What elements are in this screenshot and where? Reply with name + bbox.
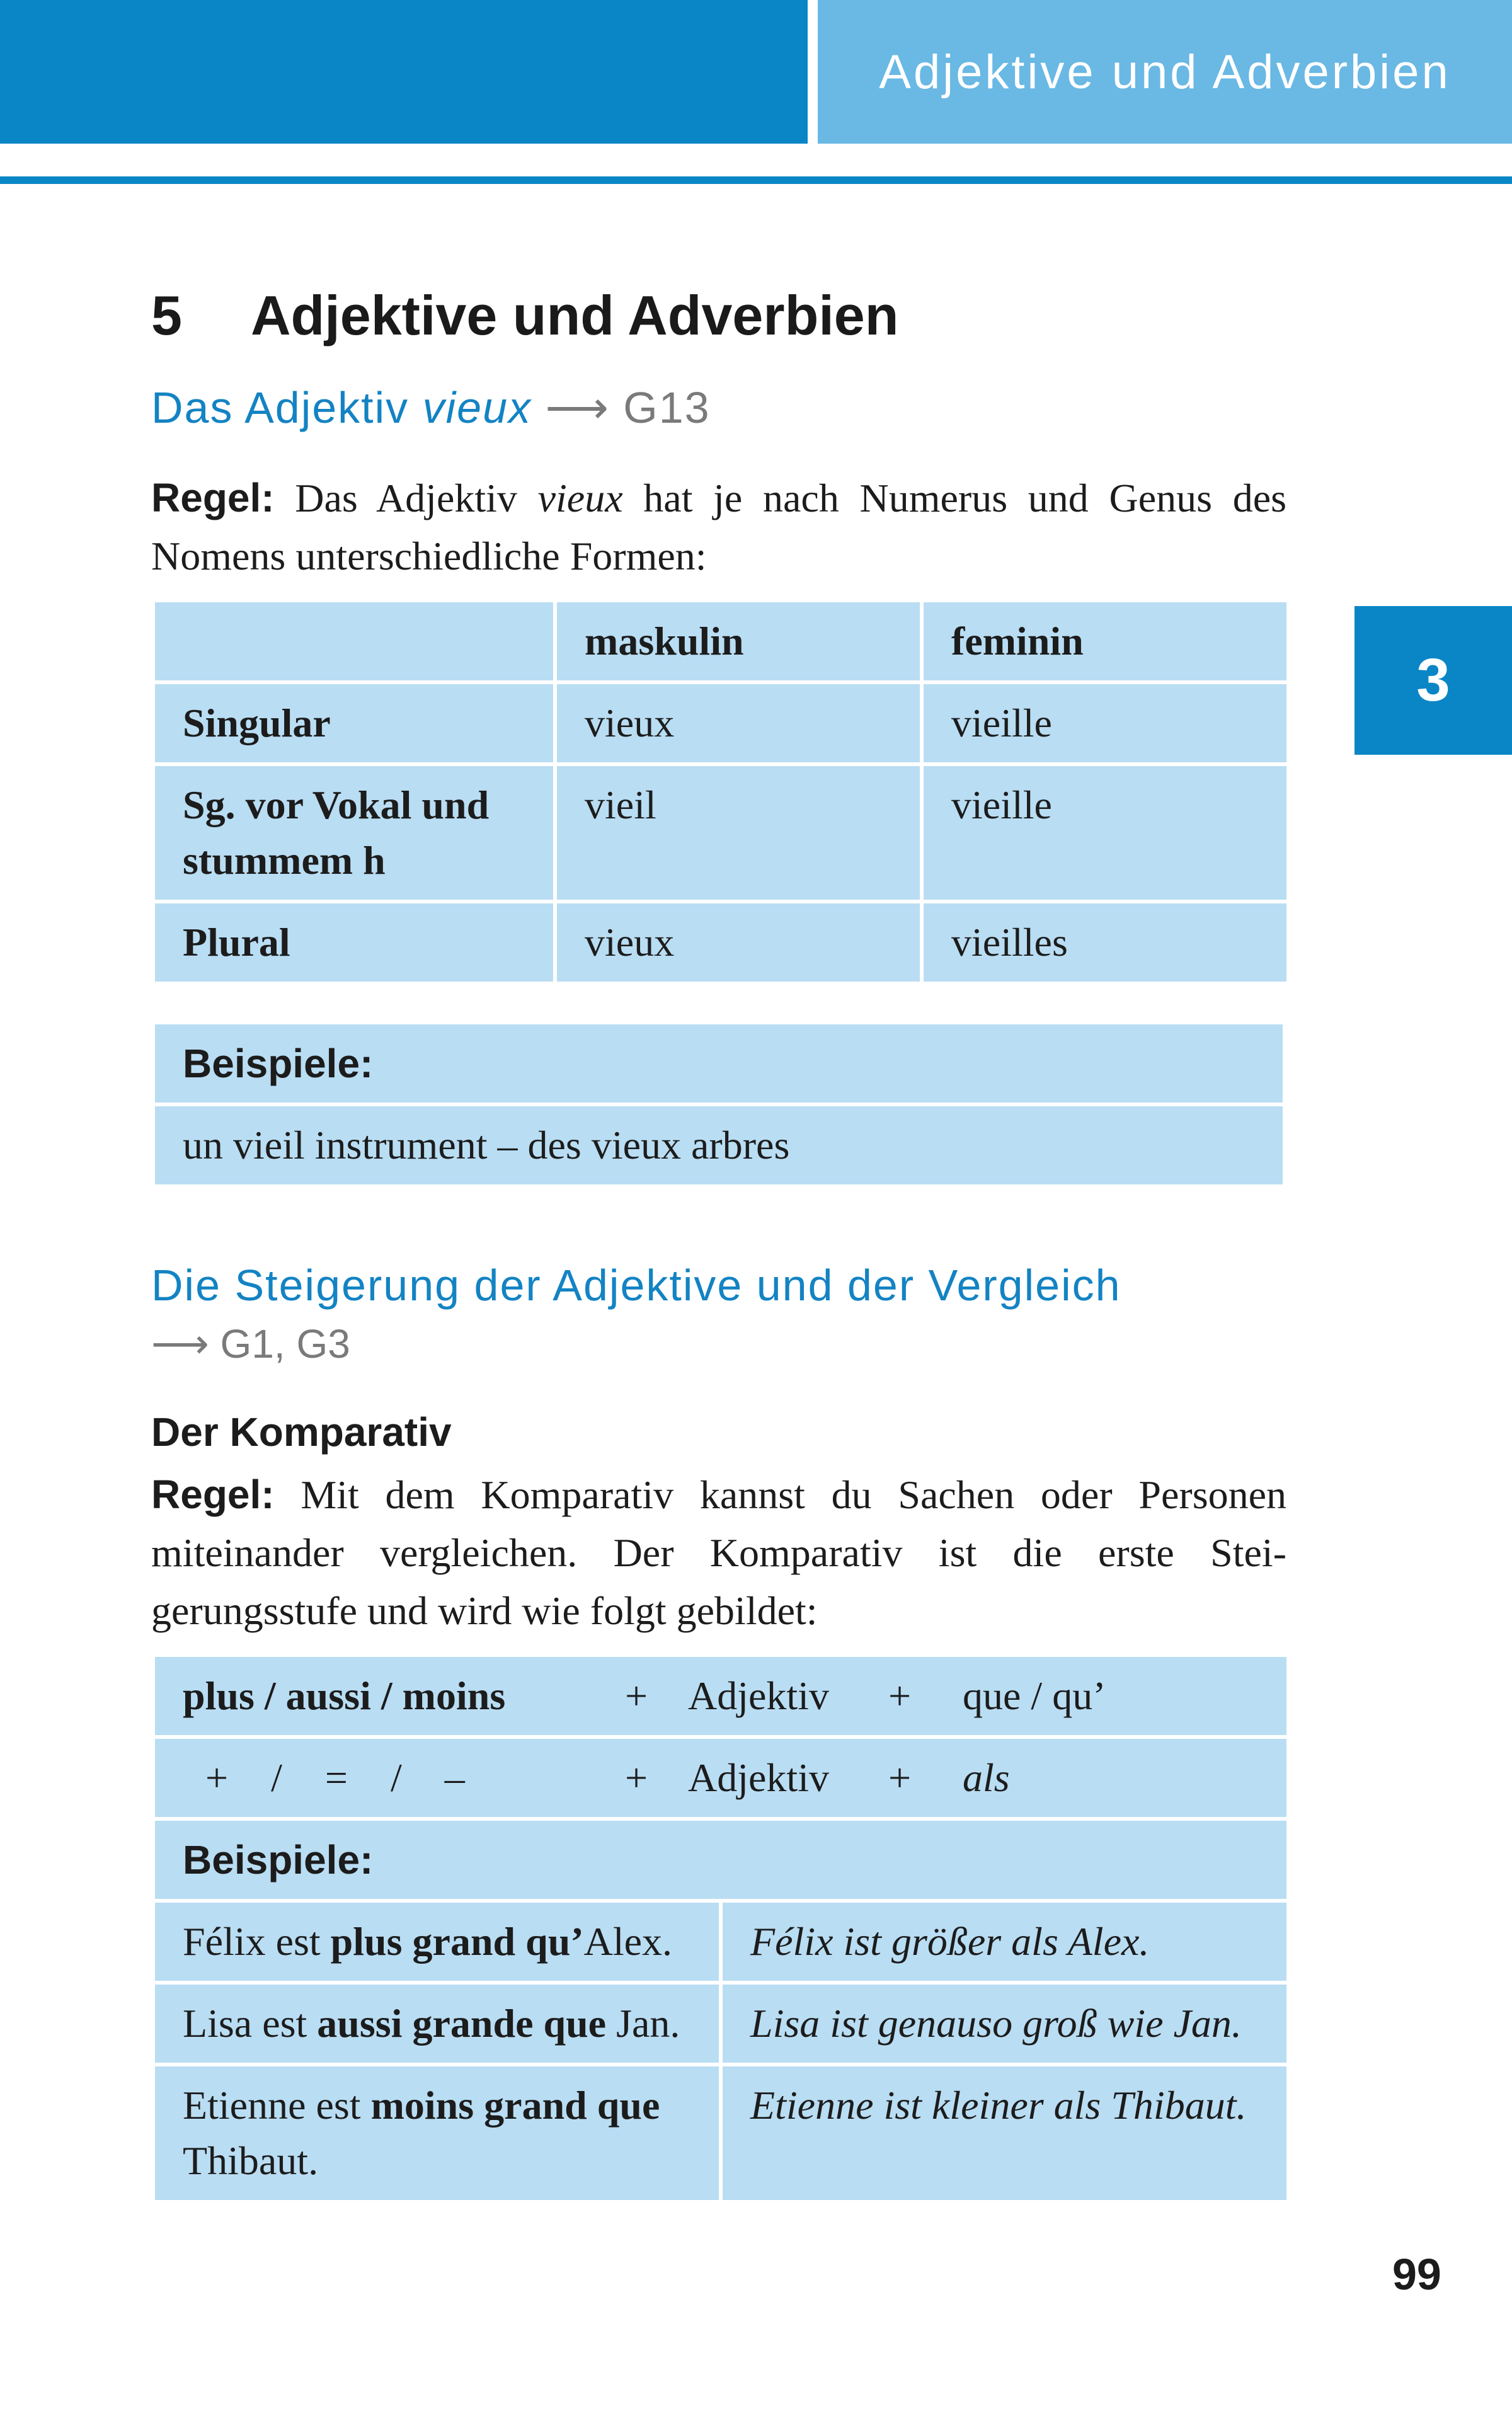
formula [183, 1750, 1259, 1806]
formula-plus: + [625, 1673, 648, 1718]
table-cell: vieil [555, 764, 922, 902]
vieux-forms-table [151, 599, 1290, 985]
example-german: Félix ist größer als Alex. [721, 1901, 1288, 1983]
formula-conjunction: als [963, 1755, 1010, 1800]
comparative-table [151, 1653, 1290, 2204]
examples-label: Beispiele: [153, 1023, 1285, 1104]
chapter-number: 5 [151, 284, 182, 347]
table-cell: vieux [555, 682, 922, 764]
example-text: un vieil instrument – des vieux arbres [153, 1104, 1285, 1186]
chapter-tab: 3 [1354, 606, 1512, 755]
table-header-row [153, 600, 1288, 682]
table-cell: vieille [922, 682, 1288, 764]
formula-row-french [153, 1655, 1288, 1737]
example-french: Etienne est moins grand que Thibaut. [153, 2065, 721, 2202]
table-cell: vieille [922, 764, 1288, 902]
formula [183, 1668, 1259, 1724]
example-row [153, 1983, 1288, 2065]
chapter-heading [151, 284, 899, 348]
table-cell: Singular [153, 682, 555, 764]
example-row [153, 1901, 1288, 1983]
formula-plus: + [888, 1755, 912, 1800]
example-row [153, 2065, 1288, 2202]
formula-plus: + [888, 1673, 912, 1718]
page-number: 99 [1392, 2250, 1441, 2299]
subheading-komparativ: Der Komparativ [151, 1409, 452, 1455]
table-cell: Plural [153, 902, 555, 983]
table-cell: Sg. vor Vokal und stummem h [153, 764, 555, 902]
formula-plus: + [625, 1755, 648, 1800]
rule-italic: vieux [537, 476, 623, 520]
table-cell: vieux [555, 902, 922, 983]
table-header-cell: maskulin [555, 600, 922, 682]
formula-adjective: Adjektiv [688, 1755, 829, 1800]
rule-text: hat je nach Numerus und Genus des Nomens unterschiedliche Formen: [151, 476, 1287, 578]
rule-paragraph [151, 469, 1286, 585]
table-header-cell: feminin [922, 600, 1288, 682]
table-cell: vieilles [922, 902, 1288, 983]
rule-paragraph [151, 1465, 1286, 1640]
table-row [153, 1104, 1285, 1186]
table-header-cell [153, 600, 555, 682]
example-german: Lisa ist genauso groß wie Jan. [721, 1983, 1288, 2065]
header-rule [0, 176, 1512, 184]
example-french: Félix est plus grand qu’Alex. [153, 1901, 721, 1983]
chapter-title: Adjektive und Adverbien [251, 284, 899, 347]
examples-box-vieux [151, 1021, 1286, 1188]
rule-text: Mit dem Komparativ kannst du Sachen oder Personen miteinander vergleichen. Der Komparativ ist die erste Steigerungsstufe und wird wie folgt gebildet: [151, 1472, 1286, 1633]
table-row [153, 764, 1288, 902]
table-row [153, 682, 1288, 764]
grammar-reference: ⟶ G1, G3 [151, 1321, 350, 1367]
heading-italic: vieux [422, 383, 532, 432]
rule-label: Regel: [151, 475, 275, 520]
running-title: Adjektive und Adverbien [818, 0, 1512, 144]
grammar-reference: ⟶ G13 [545, 383, 711, 432]
table-row [153, 902, 1288, 983]
table-row [153, 1023, 1285, 1104]
formula-symbols: + / = / – [205, 1755, 465, 1800]
section-heading-vieux [151, 382, 711, 433]
examples-label: Beispiele: [153, 1819, 1288, 1901]
formula-conjunction: que / qu’ [963, 1673, 1106, 1718]
formula-adjective: Adjektiv [688, 1673, 829, 1718]
section-heading-comparison: Die Steigerung der Adjektive und der Vergleich [151, 1261, 1121, 1310]
example-french: Lisa est aussi grande que Jan. [153, 1983, 721, 2065]
rule-label: Regel: [151, 1472, 275, 1517]
example-german: Etienne ist kleiner als Thibaut. [721, 2065, 1288, 2202]
formula-row-german [153, 1737, 1288, 1819]
formula-quantifiers: plus / aussi / moins [183, 1673, 506, 1718]
header-bar [0, 0, 808, 144]
rule-text: Das Adjektiv [274, 476, 538, 520]
table-row [153, 1819, 1288, 1901]
heading-text: Das Adjektiv [151, 383, 423, 432]
